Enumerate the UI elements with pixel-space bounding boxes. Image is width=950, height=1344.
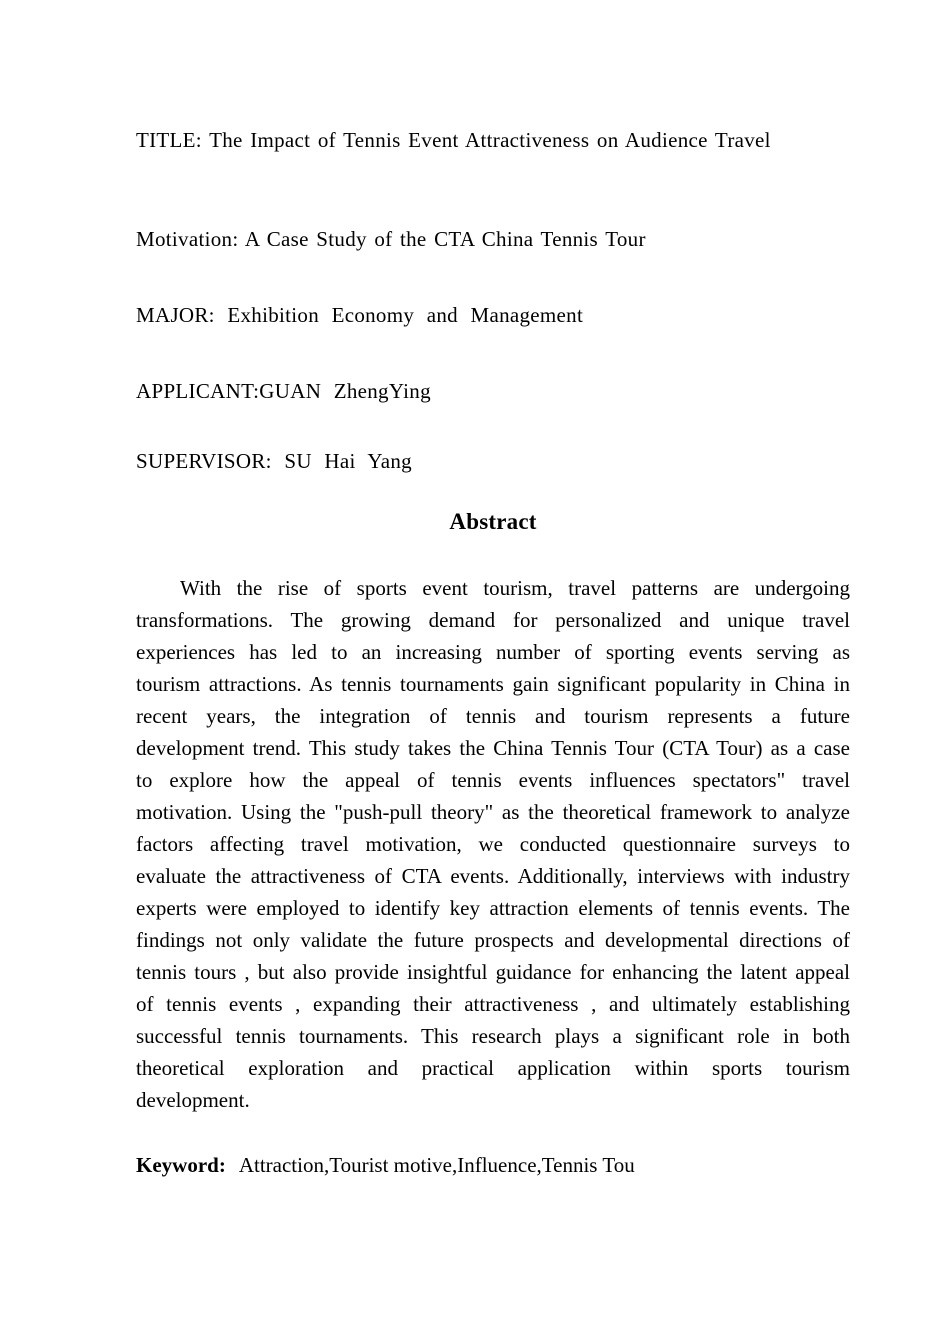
title-line-2: Motivation: A Case Study of the CTA China Tennis Tour	[136, 227, 646, 251]
abstract-heading: Abstract	[449, 509, 537, 534]
applicant-line: APPLICANT:GUAN ZhengYing	[136, 379, 431, 403]
keywords-line	[136, 1149, 850, 1181]
keywords-label: Keyword:	[136, 1153, 226, 1177]
abstract-body-paragraph: With the rise of sports event tourism, travel patterns are undergoing transformations. The growing demand for personalized and unique travel experiences has led to an increasing number of sporting events serving as tourism attractions. As tennis tournaments gain significant popularity in China in recent years, the integration of tennis and tourism represents a future development trend. This study takes the China Tennis Tour (CTA Tour) as a case to explore how the appeal of tennis events influences spectators" travel motivation. Using the "push-pull theory" as the theoretical framework to analyze factors affecting travel motivation, we conducted questionnaire surveys to evaluate the attractiveness of CTA events. Additionally, interviews with industry experts were employed to identify key attraction elements of tennis events. The findings not only validate the future prospects and developmental directions of tennis tours , but also provide insightful guidance for enhancing the latent appeal of tennis events , expanding their attractiveness , and ultimately establishing successful tennis tournaments. This research plays a significant role in both theoretical exploration and practical application within sports tourism development.	[136, 576, 850, 1112]
keywords-value: Attraction,Tourist motive,Influence,Tennis Tou	[238, 1153, 635, 1177]
supervisor-line: SUPERVISOR: SU Hai Yang	[136, 449, 412, 473]
title-line-1: TITLE: The Impact of Tennis Event Attractiveness on Audience Travel	[136, 128, 771, 152]
major-line: MAJOR: Exhibition Economy and Management	[136, 303, 584, 327]
